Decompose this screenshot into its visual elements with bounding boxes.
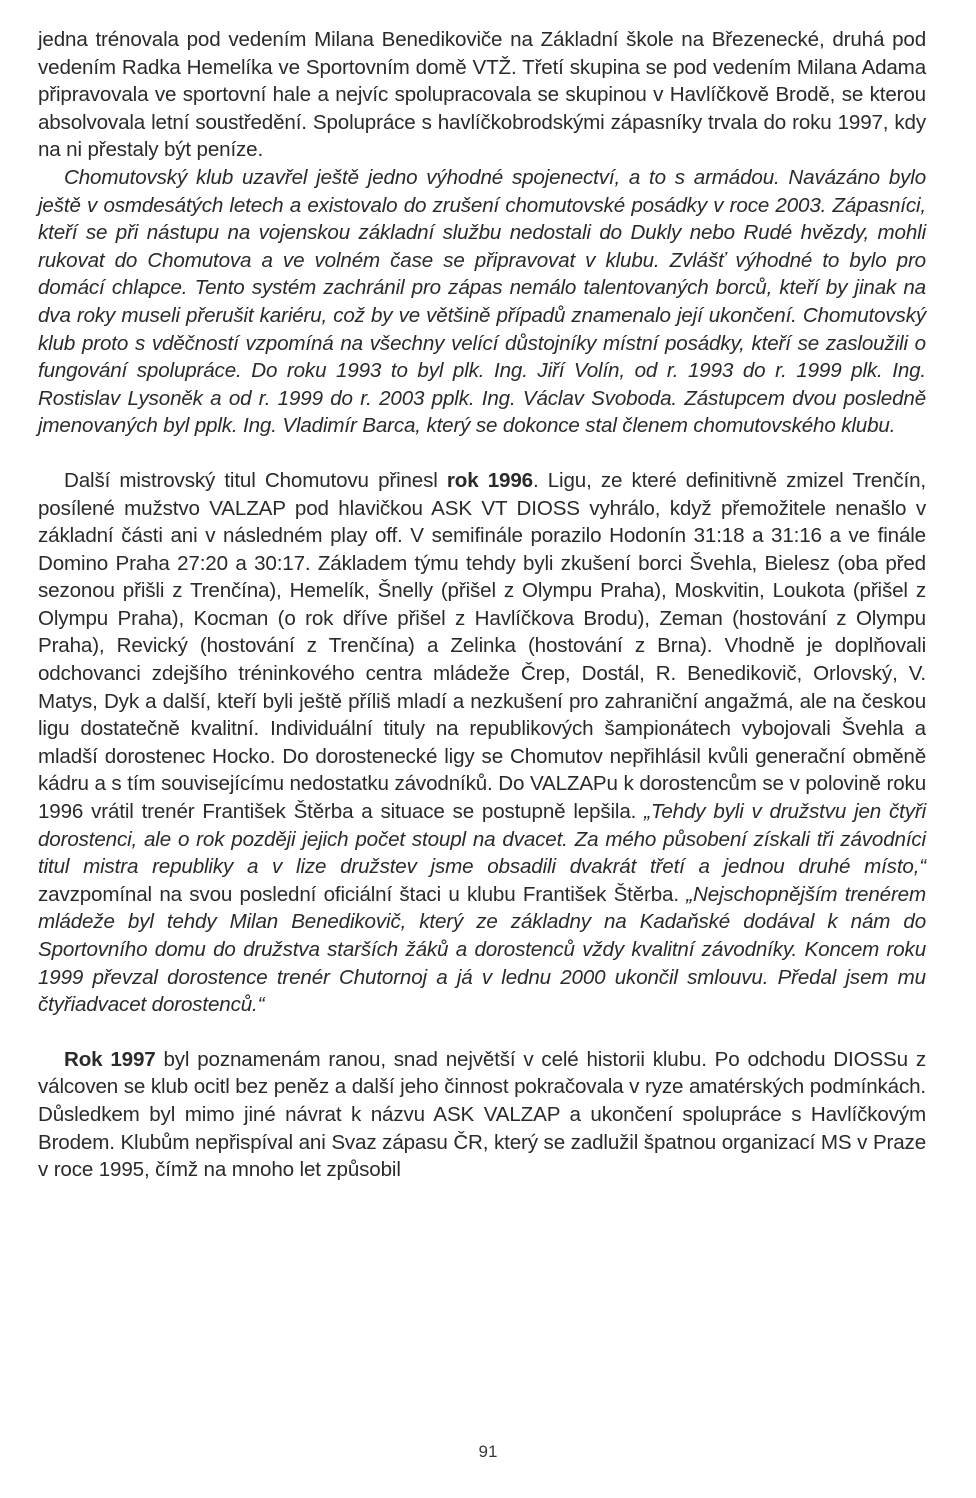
paragraph-year-1997 (38, 1046, 926, 1184)
bold-year-1996: rok 1996 (446, 468, 533, 492)
bold-year-1997: Rok 1997 (64, 1047, 156, 1071)
paragraph-training-groups: jedna trénovala pod vedením Milana Benedikoviče na Základní škole na Březenecké, druhá pod vedením Radka Hemelíka ve Sportovním domě VTŽ. Třetí skupina se pod vedením Milana Adama připravovala ve sportovní hale a nejvíc spolupracovala se skupinou v Havlíčkově Brodě, se kterou absolvovala letní soustředění. Spolupráce s havlíčkobrodskými zápasníky trvala do roku 1997, kdy na ni přestaly být peníze. (38, 28, 926, 162)
quote-sterba-1: „Tehdy byli v družstvu jen čtyři dorostenci, ale o rok později jejich počet stoupl na dvacet. Za mého působení získali tři závodníci titul mistra republiky a v lize družstev jsme obsadili dvakrát třetí a jednou druhé místo,“ (38, 800, 926, 879)
paragraph-year-1996 (38, 467, 926, 1019)
page-number: 91 (478, 1442, 498, 1461)
text-span: byl poznamenám ranou, snad největší v celé historii klubu. Po odchodu DIOSSu z válcoven se klub ocitl bez peněz a další jeho činnost pokračovala v ryze amatérských podmínkách. Důsledkem byl mimo jiné návrat k názvu ASK VALZAP a ukončení spolupráce s Havlíčkovým Brodem. Klubům nepřispíval ani Svaz zápasu ČR, který se zadlužil špatnou organizací MS v Praze v roce 1995, čímž na mnoho let způsobil (38, 1047, 926, 1182)
paragraph-army-cooperation: Chomutovský klub uzavřel ještě jedno výhodné spojenectví, a to s armádou. Navázáno bylo ještě v osmdesátých letech a existovalo do zrušení chomutovské posádky v roce 2003. Zápasníci, kteří se při nástupu na vojenskou základní službu nedostali do Dukly nebo Rudé hvězdy, mohli rukovat do Chomutova a ve volném čase se připravovat v klubu. Zvlášť výhodné to bylo pro domácí chlapce. Tento systém zachránil pro zápas nemálo talentovaných borců, kteří by jinak na dva roky museli přerušit kariéru, což by ve většině případů znamenalo její ukončení. Chomutovský klub proto s vděčností vzpomíná na všechny velící důstojníky místní posádky, kteří se zasloužili o fungování spolupráce. Do roku 1993 to byl plk. Ing. Jiří Volín, od r. 1993 do r. 1999 plk. Ing. Rostislav Lysoněk a od r. 1999 do r. 2003 pplk. Ing. Václav Svoboda. Zástupcem dvou posledně jmenovaných byl pplk. Ing. Vladimír Barca, který se dokonce stal členem chomutovského klubu. (38, 165, 926, 438)
document-page (38, 26, 926, 1184)
quote-sterba-2: „Nejschopnějším trenérem mládeže byl tehdy Milan Benedikovič, který ze základny na Kadaňské dodával k nám do Sportovního domu do družstva starších žáků a dorostenců vždy kvalitní závodníky. Koncem roku 1999 převzal dorostence trenér Chutornoj a já v lednu 2000 ukončil smlouvu. Předal jsem mu čtyřiadvacet dorostenců.“ (38, 882, 926, 1017)
text-span: . Ligu, ze které definitivně zmizel Trenčín, posílené mužstvo VALZAP pod hlavičkou ASK VT DIOSS vyhrálo, když přemožitele nenašlo v základní části ani v následném play off. V semifinále porazilo Hodonín 31:18 a 31:16 a ve finále Domino Praha 27:20 a 30:17. Základem týmu tehdy byli zkušení borci Švehla, Bielesz (oba před sezonou přišli z Trenčína), Hemelík, Šnelly (přišel z Olympu Praha), Moskvitin, Loukota (přišel z Olympu Praha), Kocman (o rok dříve přišel z Havlíčkova Brodu), Zeman (hostování z Olympu Praha), Revický (hostování z Trenčína) a Zelinka (hostování z Brna). Vhodně je doplňovali odchovanci zdejšího tréninkového centra mládeže Črep, Dostál, R. Benedikovič, Orlovský, V. Matys, Dyk a další, kteří byli ještě příliš mladí a nezkušení pro zahraniční angažmá, ale na českou ligu dostatečně kvalitní. Individuální tituly na republikových šampionátech vybojovali Švehla a mladší dorostenec Hocko. Do dorostenecké ligy se Chomutov nepřihlásil kvůli generační obměně kádru a s tím souvisejícímu nedostatku závodníků. Do VALZAPu k dorostencům se v polovině roku 1996 vrátil trenér František Štěrba a situace se postupně lepšila. (38, 468, 926, 824)
text-span: Další mistrovský titul Chomutovu přinesl (64, 468, 447, 492)
text-span: zavzpomínal na svou poslední oficiální štaci u klubu František Štěrba. (38, 882, 687, 906)
